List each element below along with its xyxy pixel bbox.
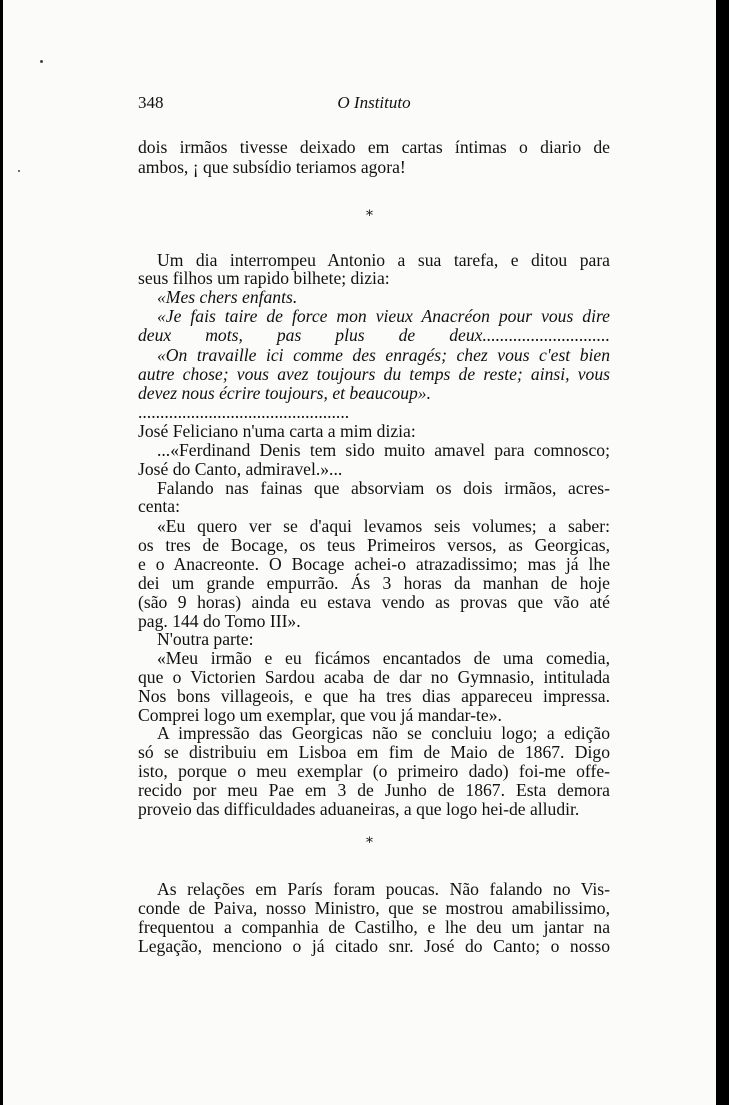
text-line: N'outra parte: [157,629,254,649]
text-line: Comprei logo um exemplar, que vou já mandar-te». [138,705,502,725]
section-separator: * [366,208,373,224]
page-number: 348 [138,93,164,112]
text-line: só se distribuiu em Lisboa em fim de Maio de 1867. Digo [138,742,610,762]
scan-border-right [716,0,729,1105]
text-line: ................................................ [138,402,350,422]
text-line: isto, porque o meu exemplar (o primeiro dado) foi-me offe- [138,761,610,781]
text-line: centa: [138,496,180,516]
text-line: Um dia interrompeu Antonio a sua tarefa, e ditou para [157,250,610,270]
text-line: proveio das difficuldades aduaneiras, a que logo hei-de alludir. [138,799,580,819]
text-line: As relações em París foram poucas. Não falando no Vis- [157,879,610,899]
text-line: pag. 144 do Tomo III». [138,611,301,631]
text-line: Falando nas fainas que absorviam os dois irmãos, acres- [157,478,610,498]
text-line: dois irmãos tivesse deixado em cartas íntimas o diario de [138,137,610,157]
text-line: os tres de Bocage, os teus Primeiros versos, as Georgicas, [138,535,610,555]
text-line: (são 9 horas) ainda eu estava vendo as provas que vão até [138,592,610,612]
text-line: devez nous écrire toujours, et beaucoup». [138,383,432,403]
text-line: deux mots, pas plus de deux............................. [138,325,610,345]
text-line: seus filhos um rapido bilhete; dizia: [138,268,390,288]
text-line: José Feliciano n'uma carta a mim dizia: [138,421,416,441]
text-line: autre chose; vous avez toujours du temps de reste; ainsi, vous [138,364,610,384]
text-line: «Je fais taire de force mon vieux Anacréon pour vous dire [157,306,610,326]
text-line: ambos, ¡ que subsídio teriamos agora! [138,157,406,177]
running-title: O Instituto [337,93,411,112]
text-line: dei um grande empurrão. Ás 3 horas da manhan de hoje [138,573,610,593]
text-line: «Eu quero ver se d'aqui levamos seis volumes; a saber: [157,516,610,536]
body-text [138,0,610,1105]
text-line: «On travaille ici comme des enragés; chez vous c'est bien [157,345,610,365]
text-line: ...«Ferdinand Denis tem sido muito amavel para comnosco; [157,440,610,460]
scan-speck [18,170,20,172]
section-separator: * [366,835,373,851]
text-line: José do Canto, admiravel.»... [138,459,343,479]
text-line: frequentou a companhia de Castilho, e lhe deu um jantar na [138,917,610,937]
text-line: Nos bons villageois, e que ha tres dias appareceu impressa. [138,686,610,706]
scan-speck [40,60,43,63]
text-line: conde de Paiva, nosso Ministro, que se mostrou amabilissimo, [138,898,610,918]
text-line: «Meu irmão e eu ficámos encantados de uma comedia, [157,648,610,668]
text-line: A impressão das Georgicas não se concluiu logo; a edição [157,723,610,743]
text-line: que o Victorien Sardou acaba de dar no Gymnasio, intitulada [138,667,610,687]
text-line: recido por meu Pae em 3 de Junho de 1867. Esta demora [138,780,610,800]
text-line: e o Anacreonte. O Bocage achei-o atrazadissimo; mas já lhe [138,554,610,574]
text-line: Legação, menciono o já citado snr. José do Canto; o nosso [138,936,610,956]
text-line: «Mes chers enfants. [157,287,298,307]
